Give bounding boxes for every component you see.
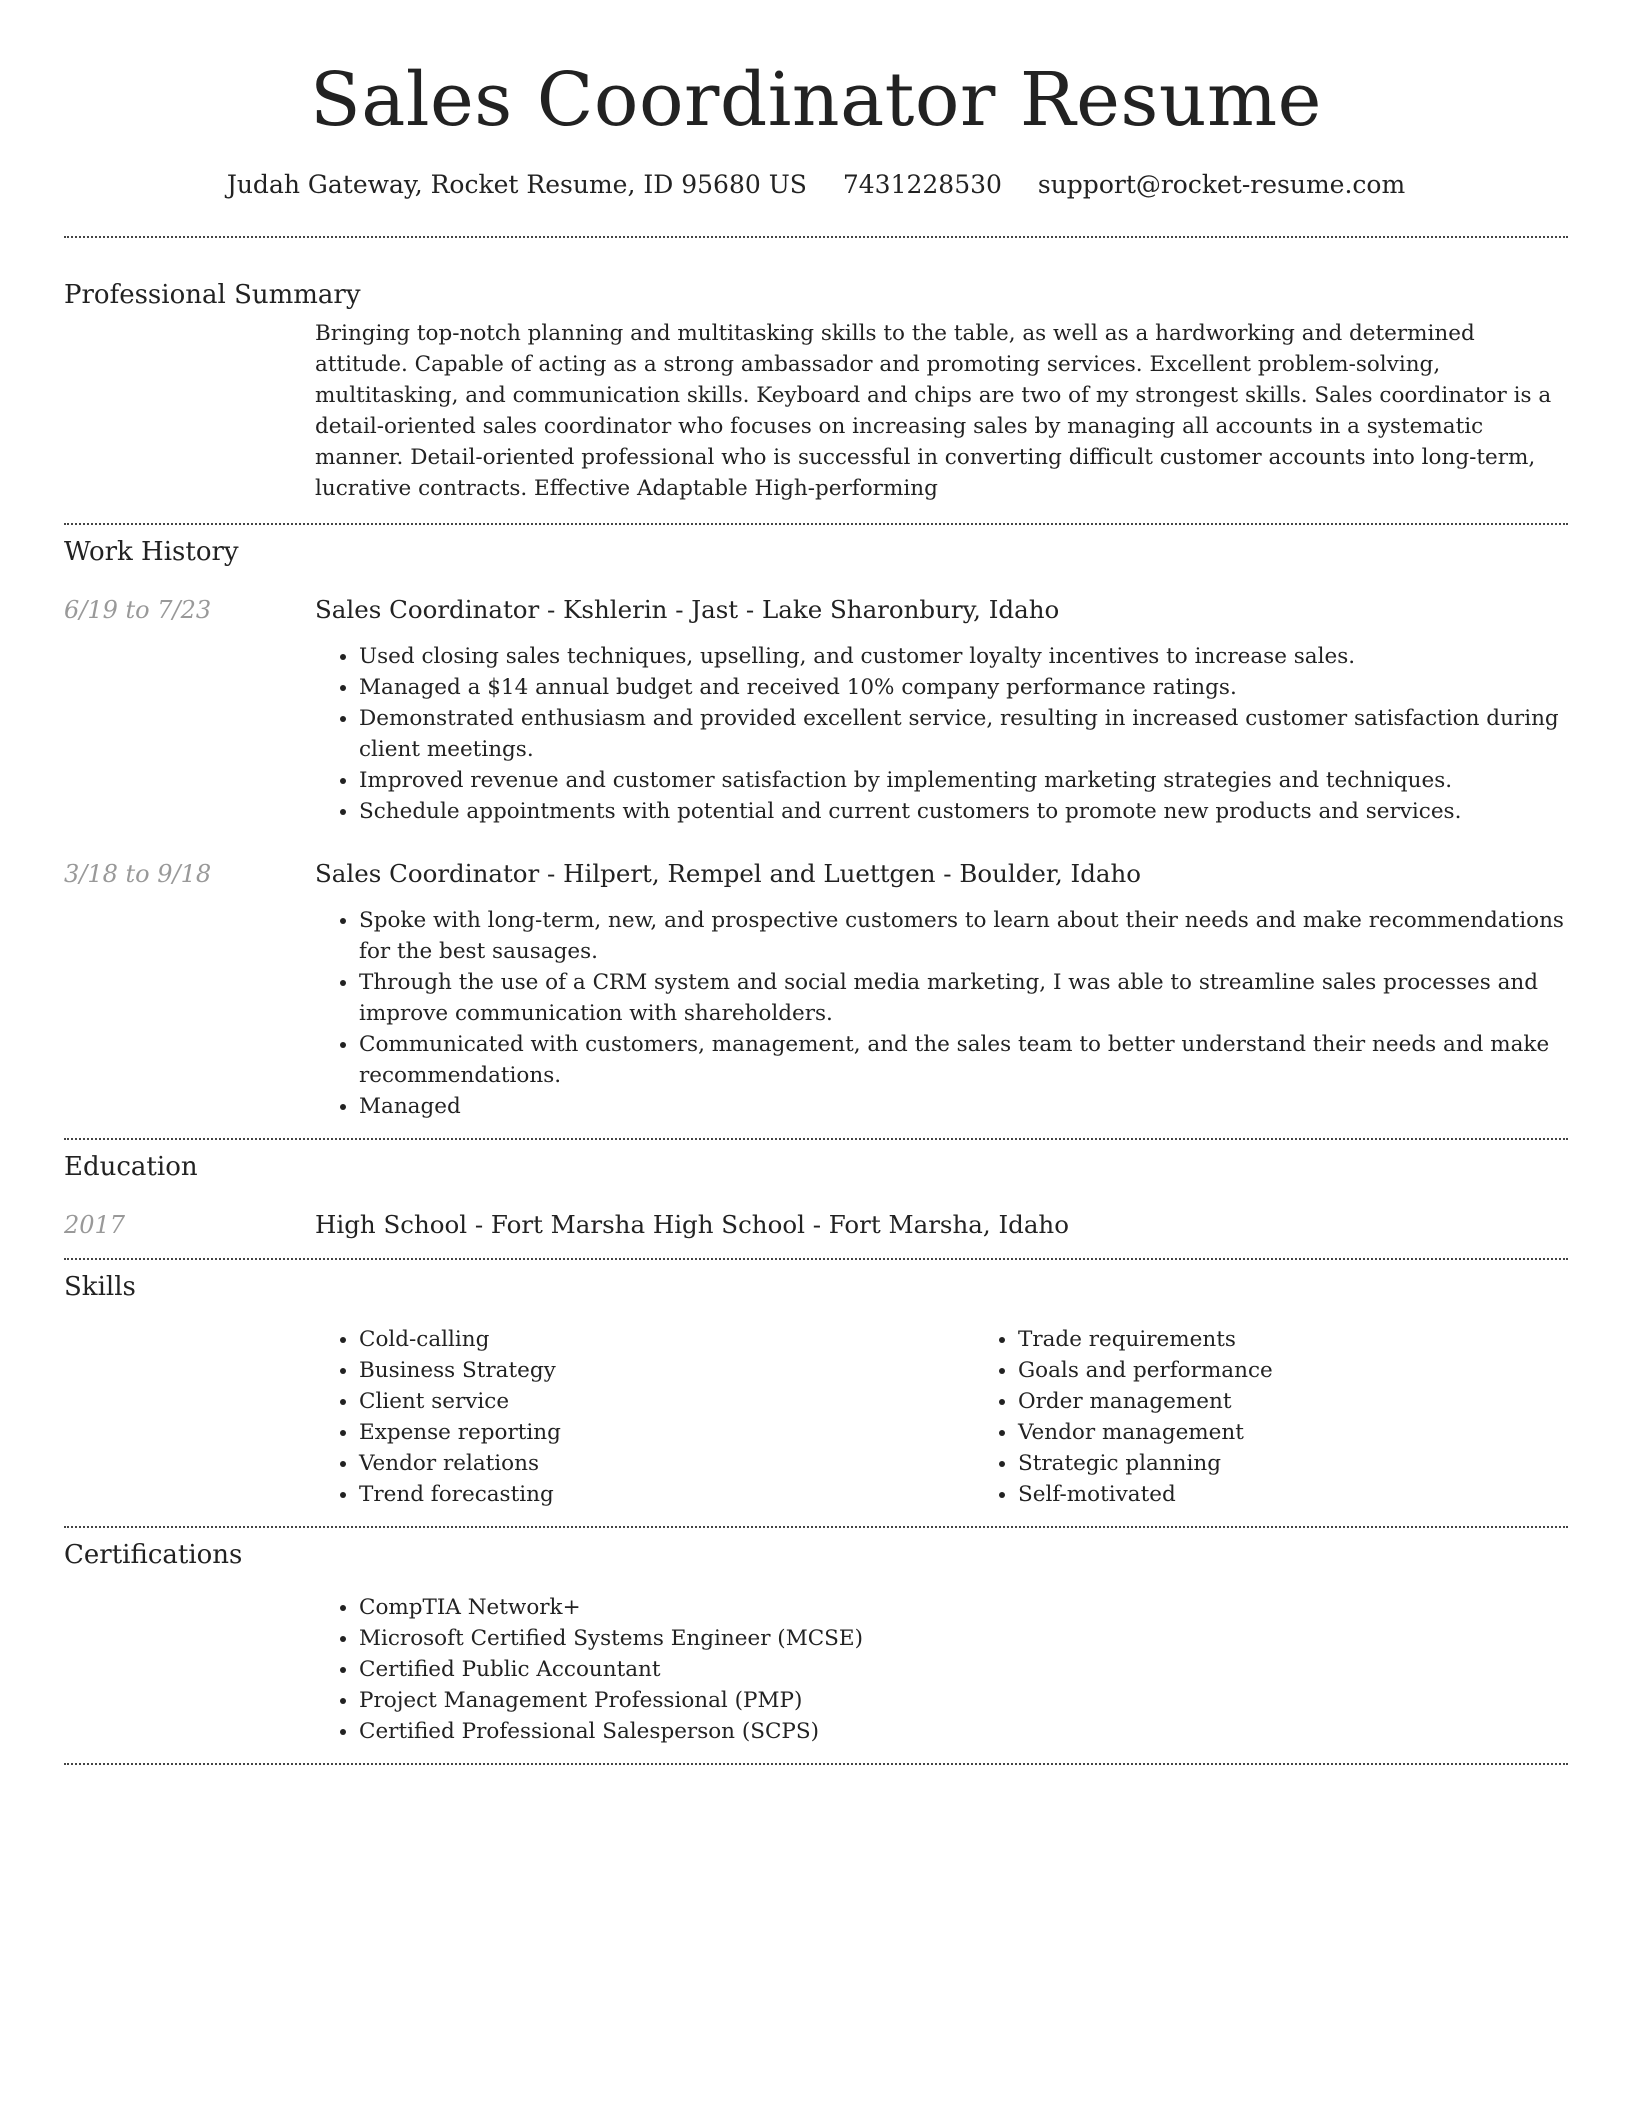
section-heading-skills: Skills bbox=[64, 1272, 136, 1302]
job-title: Sales Coordinator bbox=[315, 859, 540, 888]
job-date: 6/19 to 7/23 bbox=[64, 596, 212, 624]
job-bullets bbox=[315, 905, 1568, 1122]
skill-item: • Business Strategy bbox=[359, 1355, 974, 1386]
job-bullet: • Communicated with customers, management, and the sales team to better understand their needs and make recommendations. bbox=[359, 1029, 1568, 1091]
divider bbox=[64, 1763, 1568, 1765]
education-date: 2017 bbox=[64, 1211, 126, 1239]
summary-section bbox=[64, 238, 1568, 504]
skill-item: • Expense reporting bbox=[359, 1417, 974, 1448]
section-heading-summary: Professional Summary bbox=[64, 280, 361, 310]
skills-list-right bbox=[974, 1324, 1632, 1510]
resume-title: Sales Coordinator Resume bbox=[310, 57, 1322, 143]
education-degree: High School bbox=[315, 1210, 468, 1239]
job-heading bbox=[315, 593, 1568, 627]
skill-item: • Vendor management bbox=[1018, 1417, 1632, 1448]
section-heading-certifications: Certifications bbox=[64, 1540, 243, 1570]
resume-page bbox=[64, 0, 1568, 1765]
certification-item: • CompTIA Network+ bbox=[359, 1592, 1568, 1623]
education-details: - Fort Marsha High School - Fort Marsha, Idaho bbox=[467, 1210, 1069, 1239]
job-bullet: • Spoke with long-term, new, and prospective customers to learn about their needs and make recommendations for the best sausages. bbox=[359, 905, 1568, 967]
job-bullets bbox=[315, 641, 1568, 827]
job-title: Sales Coordinator bbox=[315, 595, 540, 624]
contact-email: support@rocket-resume.com bbox=[1037, 170, 1406, 199]
job-bullet: • Through the use of a CRM system and social media marketing, I was able to streamline sales processes and improve communication with shareholders. bbox=[359, 967, 1568, 1029]
contact-line bbox=[64, 168, 1568, 202]
certifications-list bbox=[315, 1592, 1568, 1747]
skill-item: • Goals and performance bbox=[1018, 1355, 1632, 1386]
skill-item: • Self-motivated bbox=[1018, 1479, 1632, 1510]
skill-item: • Client service bbox=[359, 1386, 974, 1417]
certifications-section bbox=[64, 1528, 1568, 1747]
education-entry bbox=[64, 1208, 1568, 1242]
work-history-section bbox=[64, 525, 1568, 1122]
job-details: - Kshlerin - Jast - Lake Sharonbury, Idaho bbox=[539, 595, 1060, 624]
education-section bbox=[64, 1140, 1568, 1242]
certification-item: • Project Management Professional (PMP) bbox=[359, 1685, 1568, 1716]
job-entry bbox=[64, 857, 1568, 1122]
skill-item: • Cold-calling bbox=[359, 1324, 974, 1355]
certification-item: • Microsoft Certified Systems Engineer (MCSE) bbox=[359, 1623, 1568, 1654]
skill-item: • Order management bbox=[1018, 1386, 1632, 1417]
education-heading bbox=[315, 1208, 1568, 1242]
certification-item: • Certified Public Accountant bbox=[359, 1654, 1568, 1685]
job-entry bbox=[64, 593, 1568, 827]
job-bullet: • Improved revenue and customer satisfaction by implementing marketing strategies and techniques. bbox=[359, 765, 1568, 796]
skill-item: • Trend forecasting bbox=[359, 1479, 974, 1510]
job-bullet: • Schedule appointments with potential and current customers to promote new products and services. bbox=[359, 796, 1568, 827]
skill-item: • Strategic planning bbox=[1018, 1448, 1632, 1479]
contact-phone: 7431228530 bbox=[842, 170, 1002, 199]
certification-item: • Certified Professional Salesperson (SCPS) bbox=[359, 1716, 1568, 1747]
job-details: - Hilpert, Rempel and Luettgen - Boulder, Idaho bbox=[539, 859, 1142, 888]
skills-list-left bbox=[315, 1324, 974, 1510]
job-heading bbox=[315, 857, 1568, 891]
summary-text: Bringing top-notch planning and multitasking skills to the table, as well as a hardworking and determined attitude. Capable of acting as a strong ambassador and promoting services. Excellent problem-solving, multitasking, and communication skills. Keyboard and chips are two of my strongest skills. Sales coordinator is a detail-oriented sales coordinator who focuses on increasing sales by managing all accounts in a systematic manner. Detail-oriented professional who is successful in converting difficult customer accounts into long-term, lucrative contracts. Effective Adaptable High-performing bbox=[315, 321, 1552, 501]
job-bullet: • Used closing sales techniques, upselling, and customer loyalty incentives to increase sales. bbox=[359, 641, 1568, 672]
skill-item: • Trade requirements bbox=[1018, 1324, 1632, 1355]
job-bullet: • Managed a $14 annual budget and received 10% company performance ratings. bbox=[359, 672, 1568, 703]
job-date: 3/18 to 9/18 bbox=[64, 860, 212, 888]
skills-section bbox=[64, 1260, 1568, 1510]
section-heading-work: Work History bbox=[64, 537, 239, 567]
contact-address: Judah Gateway, Rocket Resume, ID 95680 US bbox=[226, 170, 807, 199]
job-bullet: • Managed bbox=[359, 1091, 1568, 1122]
skill-item: • Vendor relations bbox=[359, 1448, 974, 1479]
section-heading-education: Education bbox=[64, 1152, 198, 1182]
job-bullet: • Demonstrated enthusiasm and provided excellent service, resulting in increased customer satisfaction during client meetings. bbox=[359, 703, 1568, 765]
